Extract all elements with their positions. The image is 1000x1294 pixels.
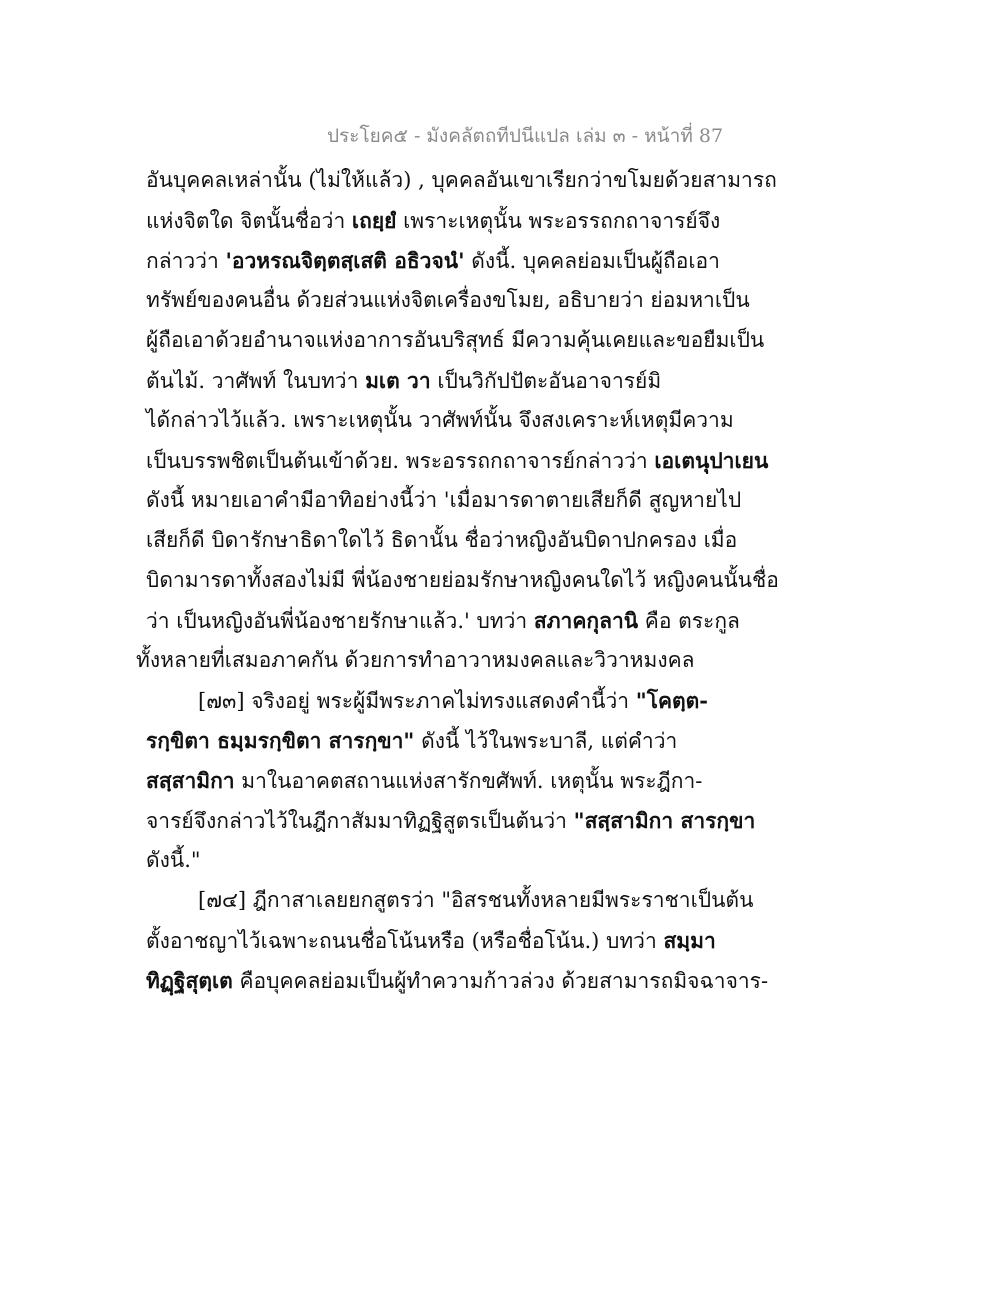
text-line: กล่าวว่า 'อวหรณจิตฺตสฺเสติ อธิวจนํ' ดังนี้. บุคคลย่อมเป็นผู้ถือเอา (146, 248, 720, 273)
text-line: ดังนี้." (146, 848, 201, 872)
text-line: ดังนี้ หมายเอาคำมีอาทิอย่างนี้ว่า 'เมื่อมารดาตายเสียก็ดี สูญหายไป (146, 488, 742, 512)
text-line: ต้นไม้. วาศัพท์ ในบทว่า มเต วา เป็นวิกัปปัตะอันอาจารย์มิ (146, 368, 662, 393)
text-line: ทั้งหลายที่เสมอภาคกัน ด้วยการทำอาวาหมงคลและวิวาหมงคล (136, 648, 695, 672)
text-line: เป็นบรรพชิตเป็นต้นเข้าด้วย. พระอรรถกถาจารย์กล่าวว่า เอเตนุปาเยน (146, 448, 769, 473)
text-line: ทรัพย์ของคนอื่น ด้วยส่วนแห่งจิตเครื่องขโมย, อธิบายว่า ย่อมหาเป็น (146, 288, 750, 312)
text-line: รกฺขิตา ธมฺมรกฺขิตา สารกฺขา" ดังนี้ ไว้ในพระบาลี, แต่คำว่า (146, 728, 678, 753)
text-line: จารย์จึงกล่าวไว้ในฎีกาสัมมาทิฏฐิสูตรเป็นต้นว่า "สสฺสามิกา สารกฺขา (146, 808, 756, 833)
text-line: ทิฏฺฐิสุตฺเต คือบุคคลย่อมเป็นผู้ทำความก้าวล่วง ด้วยสามารถมิจฉาจาร- (146, 968, 769, 993)
text-line: ตั้งอาชญาไว้เฉพาะถนนชื่อโน้นหรือ (หรือชื่อโน้น.) บทว่า สมฺมา (146, 928, 716, 953)
text-line: แห่งจิตใด จิตนั้นชื่อว่า เถยฺยํ เพราะเหตุนั้น พระอรรถกถาจารย์จึง (146, 208, 721, 233)
text-line: สสฺสามิกา มาในอาคตสถานแห่งสารักขศัพท์. เหตุนั้น พระฎีกา- (146, 768, 703, 793)
text-line: บิดามารดาทั้งสองไม่มี พี่น้องชายย่อมรักษาหญิงคนใดไว้ หญิงคนนั้นชื่อ (146, 568, 779, 592)
text-line: ได้กล่าวไว้แล้ว. เพราะเหตุนั้น วาศัพท์นั้น จึงสงเคราะห์เหตุมีความ (146, 408, 734, 432)
text-line: อันบุคคลเหล่านั้น (ไม่ให้แล้ว) , บุคคลอันเขาเรียกว่าขโมยด้วยสามารถ (146, 168, 777, 192)
text-line: ว่า เป็นหญิงอันพี่น้องชายรักษาแล้ว.' บทว่า สภาคกุลานิ คือ ตระกูล (146, 608, 740, 633)
text-line: [๗๓] จริงอยู่ พระผู้มีพระภาคไม่ทรงแสดงคำนี้ว่า "โคตฺต- (198, 688, 709, 713)
text-line: ผู้ถือเอาด้วยอำนาจแห่งอาการอันบริสุทธ์ มีความคุ้นเคยและขอยืมเป็น (146, 328, 765, 352)
text-line: เสียก็ดี บิดารักษาธิดาใดไว้ ธิดานั้น ชื่อว่าหญิงอันบิดาปกครอง เมื่อ (146, 528, 738, 552)
page-header: ประโยค๕ - มังคลัตถทีปนีแปล เล่ม ๓ - หน้าที่ 87 (327, 125, 724, 147)
text-line: [๗๔] ฎีกาสาเลยยกสูตรว่า "อิสรชนทั้งหลายมีพระราชาเป็นต้น (198, 888, 754, 912)
